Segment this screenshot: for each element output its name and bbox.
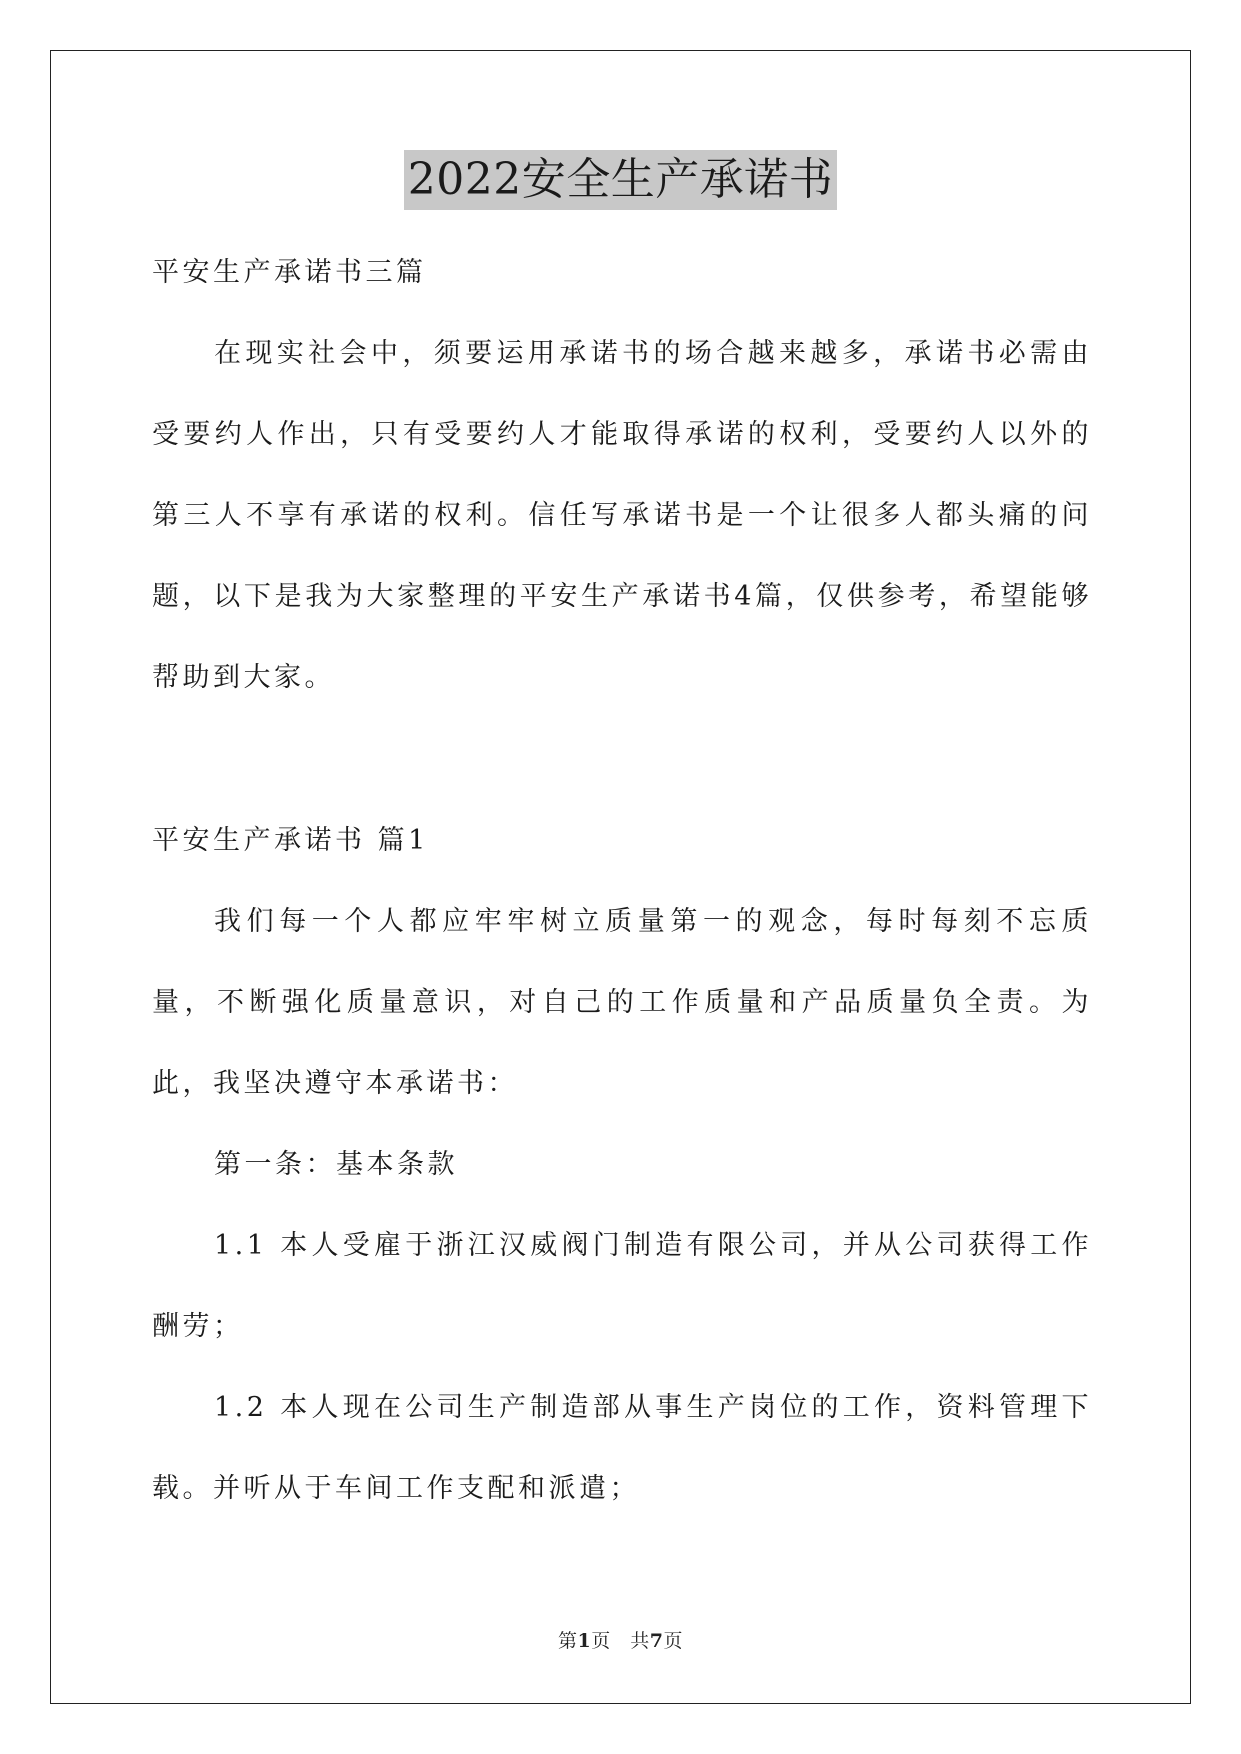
footer-prefix: 第 [557,1630,578,1652]
subtitle: 平安生产承诺书三篇 [152,257,427,288]
footer-suffix: 页 [663,1630,683,1652]
section-heading: 平安生产承诺书 篇1 [152,825,429,856]
intro-paragraph: 在现实社会中，须要运用承诺书的场合越来越多，承诺书必需由受要约人作出，只有受要约人才能取得承诺的权利，受要约人以外的第三人不享有承诺的权利。信任写承诺书是一个让很多人都头痛的问题，以下是我为大家整理的平安生产承诺书4篇，仅供参考，希望能够帮助到大家。 [152,338,1092,693]
clause-1-1: 1.1 本人受雇于浙江汉威阀门制造有限公司，并从公司获得工作酬劳； [152,1230,1092,1342]
footer-current-page: 1 [577,1630,592,1652]
document-body [152,232,1092,1529]
article-heading: 第一条：基本条款 [214,1149,458,1180]
section-spacer [152,718,1092,800]
page-footer [0,1626,1241,1653]
document-title: 2022安全生产承诺书 [404,150,837,210]
clause-1-2: 1.2 本人现在公司生产制造部从事生产岗位的工作，资料管理下载。并听从于车间工作支配和派遣； [152,1392,1092,1504]
document-title-container [0,150,1241,210]
section-paragraph: 我们每一个人都应牢牢树立质量第一的观念，每时每刻不忘质量，不断强化质量意识，对自己的工作质量和产品质量负全责。为此，我坚决遵守本承诺书： [152,906,1092,1099]
footer-total-pages: 7 [649,1630,664,1652]
footer-middle: 页 共 [591,1630,650,1652]
